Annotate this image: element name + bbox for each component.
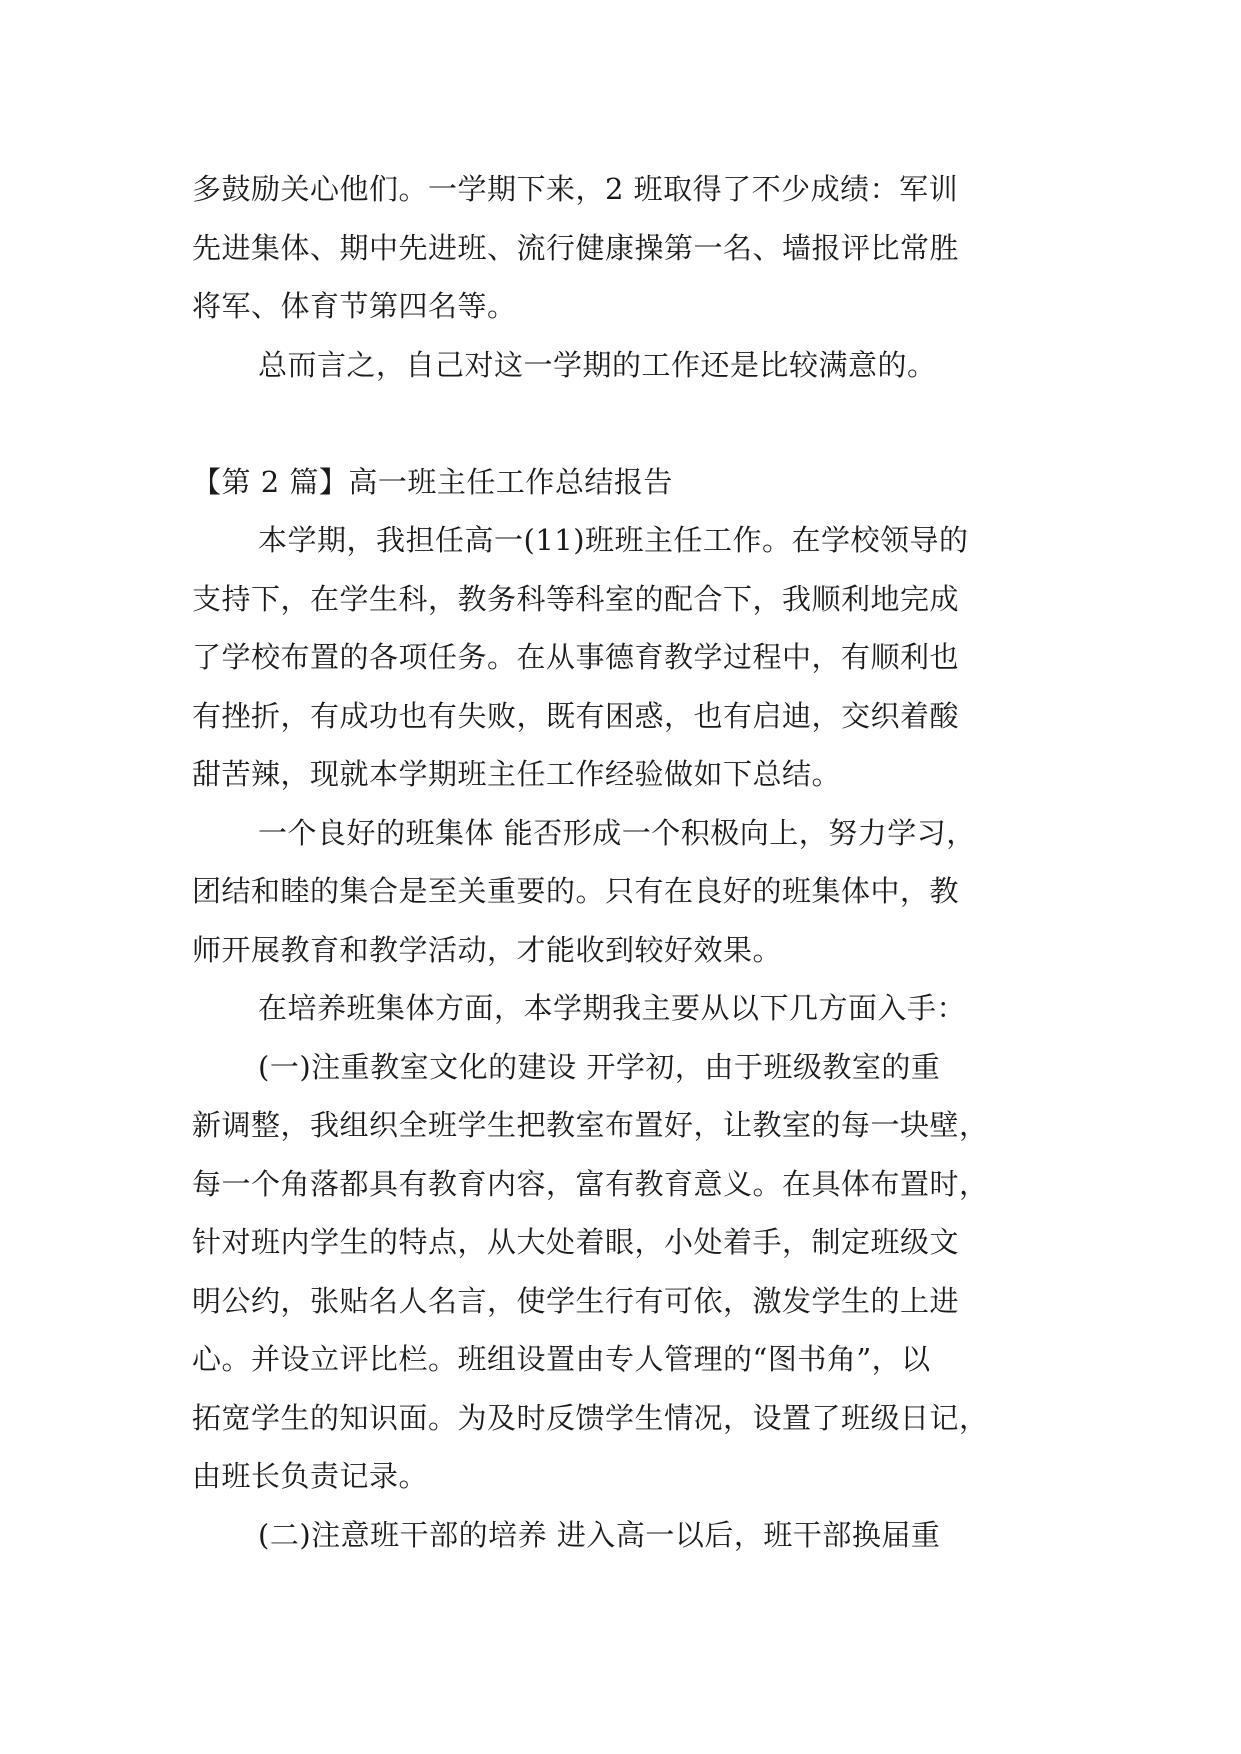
text-line: 有挫折，有成功也有失败，既有困惑，也有启迪，交织着酸 bbox=[192, 698, 960, 733]
text-line: 甜苦辣，现就本学期班主任工作经验做如下总结。 bbox=[192, 757, 842, 791]
text-line: 总而言之，自己对这一学期的工作还是比较满意的。 bbox=[258, 347, 937, 382]
text-line: (一)注重教室文化的建设 开学初，由于班级教室的重 bbox=[258, 1049, 941, 1084]
text-line: 先进集体、期中先进班、流行健康操第一名、墙报评比常胜 bbox=[192, 230, 960, 265]
text-line: 了学校布置的各项任务。在从事德育教学过程中，有顺利也 bbox=[192, 640, 960, 674]
text-line: 支持下，在学生科，教务科等科室的配合下，我顺利地完成 bbox=[192, 581, 960, 616]
document-body bbox=[192, 160, 1052, 1564]
text-line: 师开展教育和教学活动，才能收到较好效果。 bbox=[192, 932, 783, 967]
text-line: 将军、体育节第四名等。 bbox=[192, 289, 517, 323]
text-line: 本学期，我担任高一(11)班班主任工作。在学校领导的 bbox=[258, 523, 969, 557]
text-line: (二)注意班干部的培养 进入高一以后，班干部换届重 bbox=[258, 1517, 941, 1552]
text-line: 心。并设立评比栏。班组设置由专人管理的“图书角”，以 bbox=[192, 1342, 931, 1376]
text-line: 明公约，张贴名人名言，使学生行有可依，激发学生的上进 bbox=[192, 1283, 960, 1318]
text-line: 新调整，我组织全班学生把教室布置好，让教室的每一块壁， bbox=[192, 1108, 989, 1142]
text-line: 每一个角落都具有教育内容，富有教育意义。在具体布置时， bbox=[192, 1166, 989, 1201]
text-line: 针对班内学生的特点，从大处着眼，小处着手，制定班级文 bbox=[192, 1225, 960, 1259]
text-line: 多鼓励关心他们。一学期下来，2 班取得了不少成绩：军训 bbox=[192, 172, 959, 206]
text-line: 由班长负责记录。 bbox=[192, 1459, 429, 1493]
text-line: 在培养班集体方面，本学期我主要从以下几方面入手： bbox=[258, 991, 967, 1025]
text-line: 拓宽学生的知识面。为及时反馈学生情况，设置了班级日记， bbox=[192, 1400, 989, 1435]
text-line: 团结和睦的集合是至关重要的。只有在良好的班集体中，教 bbox=[192, 874, 960, 908]
text-line: 一个良好的班集体 能否形成一个积极向上，努力学习， bbox=[258, 815, 976, 850]
section-heading: 【第 2 篇】高一班主任工作总结报告 bbox=[192, 464, 673, 499]
blank-line bbox=[192, 394, 1052, 453]
